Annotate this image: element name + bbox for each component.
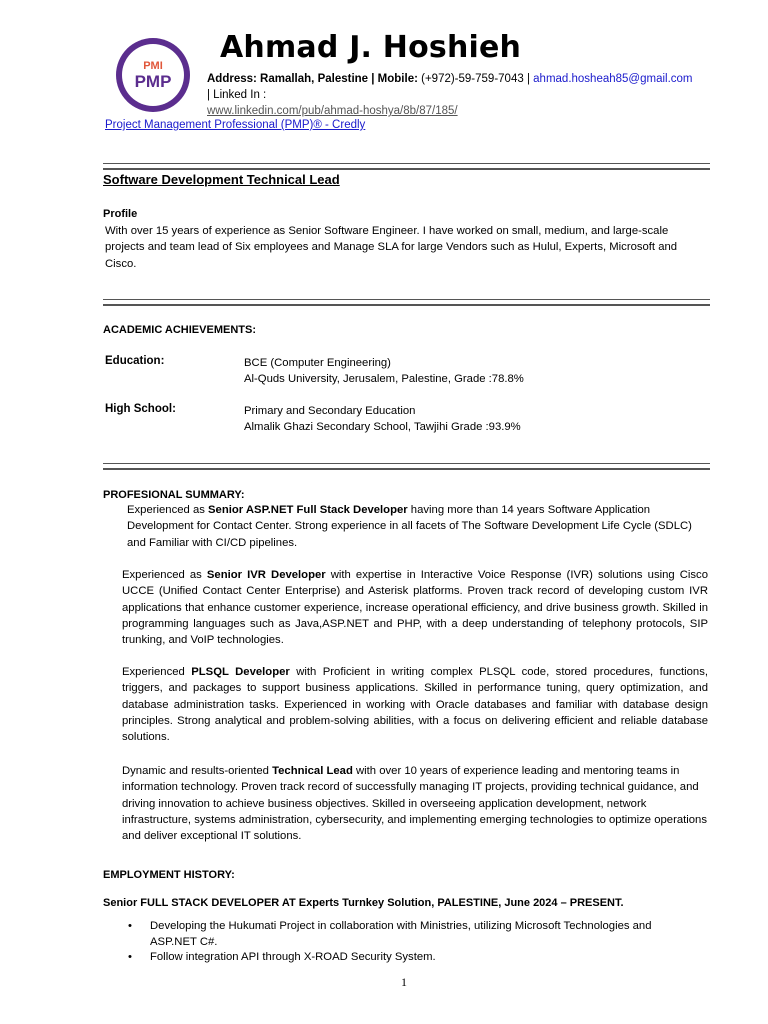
profile-text: With over 15 years of experience as Senior Software Engineer. I have worked on small, medium, and large-scale projects and team lead of Six employees and Manage SLA for large Vendors such as Hulul, Experts, Microsoft and Cisco. <box>105 225 678 270</box>
summary-text: Experienced <box>122 666 192 678</box>
summary-role: PLSQL Developer <box>191 666 290 678</box>
job-title: Software Development Technical Lead <box>103 172 340 187</box>
divider <box>103 463 710 470</box>
divider <box>103 163 710 170</box>
pmp-logo <box>116 38 190 112</box>
summary-role: Senior IVR Developer <box>206 569 326 581</box>
bullet-icon: • <box>128 951 132 963</box>
summary-text: having more than 14 years Software Application Development for Contact Center. Strong experience in all facets of The Software Development Life Cycle (SDLC) and Familiar with CI/CD pipelines. <box>127 504 692 549</box>
summary-text: Experienced as <box>127 504 209 516</box>
summary-text: Dynamic and results-oriented <box>122 765 273 777</box>
summary-paragraph-techlead <box>122 763 708 844</box>
summary-text: Experienced as <box>122 569 207 581</box>
mobile-number: (+972)-59-759-7043 <box>421 73 524 85</box>
page-number: 1 <box>401 975 407 989</box>
education-university: Al-Quds University, Jerusalem, Palestine, Grade :78.8% <box>244 373 524 385</box>
linkedin-link[interactable]: www.linkedin.com/pub/ahmad-hoshya/8b/87/185/ <box>207 105 458 117</box>
contact-separator: | <box>526 73 530 85</box>
job-entry-title: Senior FULL STACK DEVELOPER AT Experts Turnkey Solution, PALESTINE, June 2024 – PRESENT. <box>103 897 624 909</box>
education-degree: BCE (Computer Engineering) <box>244 357 391 369</box>
high-school-name: Almalik Ghazi Secondary School, Tawjihi Grade :93.9% <box>244 421 521 433</box>
pmp-logo-inner <box>122 44 184 106</box>
job-bullet <box>128 949 695 965</box>
summary-role: Technical Lead <box>272 765 353 777</box>
high-school-label: High School: <box>105 403 176 415</box>
job-bullet <box>128 918 695 951</box>
profile-heading: Profile <box>103 208 138 220</box>
candidate-name: Ahmad J. Hoshieh <box>220 30 522 65</box>
summary-heading: PROFESIONAL SUMMARY: <box>103 489 245 501</box>
bullet-text: Developing the Hukumati Project in collaboration with Ministries, utilizing Microsoft Technologies and ASP.NET C#. <box>150 920 652 949</box>
bullet-icon: • <box>128 920 132 932</box>
high-school-level: Primary and Secondary Education <box>244 405 416 417</box>
education-label: Education: <box>105 355 165 367</box>
summary-paragraph-aspnet <box>127 502 707 551</box>
pmi-mark: PMI <box>143 59 163 72</box>
employment-heading: EMPLOYMENT HISTORY: <box>103 869 235 881</box>
divider <box>103 299 710 306</box>
contact-info <box>207 71 737 119</box>
summary-text: with expertise in Interactive Voice Response (IVR) solutions using Cisco UCCE (Unified Contact Center Enterprise) and Asterisk platforms. Proven track record of developing custom IVR applications that enhance customer experience, increase operational efficiency, and drive business growth. Skilled in programming languages such as Java,ASP.NET and PHP, with a deep understanding of telephony protocols, SIP trunking, and VoIP technologies. <box>122 569 708 647</box>
summary-paragraph-plsql <box>122 664 708 745</box>
summary-text: with over 10 years of experience leading and mentoring teams in information technology. Proven track record of successfully managing IT projects, providing technical guidance, and driving innovation to achieve business objectives. Skilled in overseeing application development, network infrastructure, systems administration, cybersecurity, and implementing emerging technologies to optimize operations and deliver exceptional IT solutions. <box>122 765 707 843</box>
email-link[interactable]: ahmad.hosheah85@gmail.com <box>533 73 693 85</box>
academic-heading: ACADEMIC ACHIEVEMENTS: <box>103 324 256 336</box>
summary-role: Senior ASP.NET Full Stack Developer <box>208 504 408 516</box>
summary-text: with Proficient in writing complex PLSQL code, stored procedures, functions, triggers, and packages to support business applications. Skilled in performance tuning, query optimization, and database administration tasks. Experienced in working with Oracle databases and familiar with database design principles. Strong analytical and problem-solving abilities, with a focus on delivering efficient and reliable database solutions. <box>122 666 708 744</box>
pmp-logo-text: PMP <box>134 71 172 91</box>
summary-paragraph-ivr <box>122 567 708 648</box>
linkedin-label: | Linked In : <box>207 89 267 101</box>
bullet-text: Follow integration API through X-ROAD Security System. <box>150 951 436 963</box>
address-label: Address: Ramallah, Palestine | Mobile: <box>207 73 418 85</box>
credly-link[interactable]: Project Management Professional (PMP)® - Credly <box>105 119 366 131</box>
